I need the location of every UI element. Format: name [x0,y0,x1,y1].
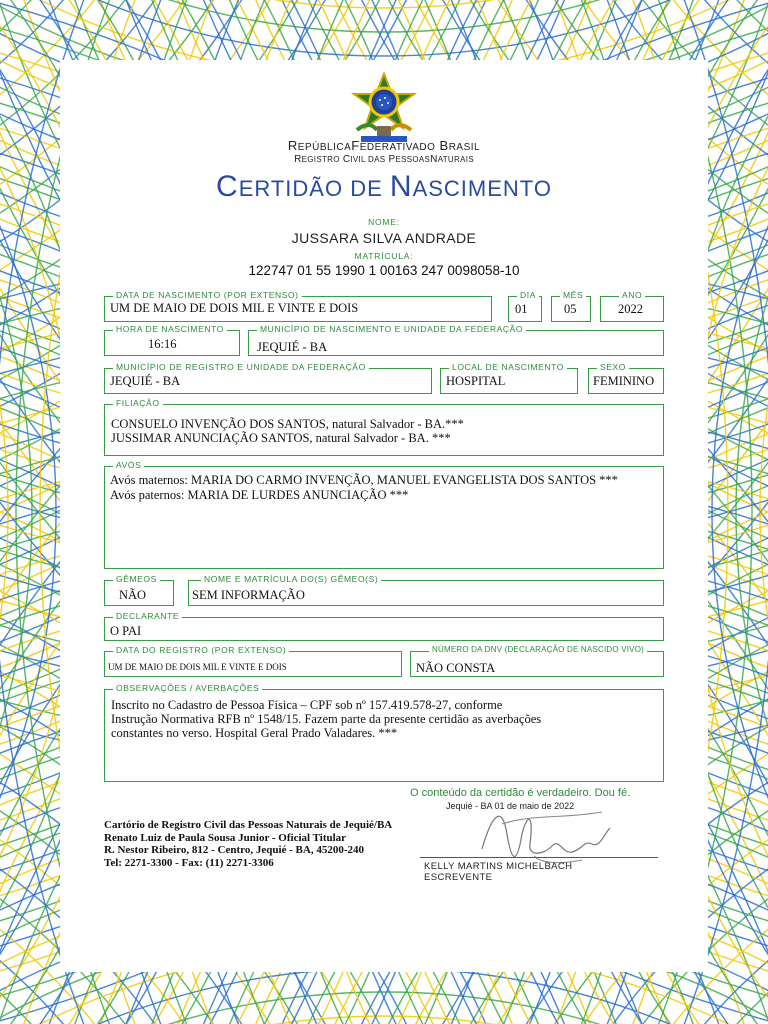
guilloche-curve [748,1004,768,1024]
twins-field [104,574,174,606]
declarant-label: DECLARANTE [113,610,182,622]
twins-name-field [188,574,664,606]
sex-label: SEXO [597,361,629,373]
birth-place-field [440,362,578,394]
registry-municipality-value: JEQUIÉ - BA [110,374,181,388]
guilloche-curve [748,0,768,20]
republic-heading: REPÚBLICAFEDERATIVADO BRASIL [287,138,481,153]
month-label: MÊS [560,289,586,301]
signatory-name: KELLY MARTINS MICHELBACH [424,861,573,872]
registry-municipality-label: MUNICÍPIO DE REGISTRO E UNIDADE DA FEDERAÇÃO [113,361,369,373]
day-field [508,290,542,322]
registry-municipality-field [104,362,432,394]
signatory-role: ESCREVENTE [424,872,493,883]
birth-time-value: 16:16 [148,337,177,351]
birth-date-extenso-field [104,290,492,322]
issue-place-date: Jequié - BA 01 de maio de 2022 [446,801,575,811]
observations-line-3: constantes no verso. Hospital Geral Prado Valadares. *** [111,726,398,740]
grandparents-label: AVÓS [113,459,144,471]
month-value: 05 [564,302,577,316]
twins-label: GÊMEOS [113,573,160,585]
mother-line: CONSUELO INVENÇÃO DOS SANTOS, natural Salvador - BA.*** [111,417,464,431]
certificate-sheet [60,60,708,972]
birth-date-extenso-value: UM DE MAIO DE DOIS MIL E VINTE E DOIS [110,301,359,315]
birth-municipality-field [248,324,664,356]
paternal-grandparents: Avós paternos: MARIA DE LURDES ANUNCIAÇÃO *** [110,488,409,502]
parents-field [104,398,664,456]
person-name: JUSSARA SILVA ANDRADE [291,230,477,246]
registry-officer: Renato Luiz de Paula Sousa Junior - Oficial Titular [104,831,347,844]
day-value: 01 [515,302,528,316]
registry-date-field [104,645,402,677]
signature-line [420,857,658,858]
observations-field [104,683,664,782]
matricula-number: 122747 01 55 1990 1 00163 247 0098058-10 [248,263,520,278]
birth-place-label: LOCAL DE NASCIMENTO [449,361,567,373]
declarant-value: O PAI [110,624,142,638]
year-value: 2022 [618,302,643,316]
registry-office-info [104,819,392,869]
dnv-field [410,645,664,677]
observations-line-2: Instrução Normativa RFB nº 1548/15. Fazem parte da presente certidão as averbações [111,712,542,726]
dnv-value: NÃO CONSTA [416,661,496,675]
parents-label: FILIAÇÃO [113,397,163,409]
document-title: CERTIDÃO DE NASCIMENTO [216,170,552,203]
coat-of-arms-emblem [347,72,421,146]
registry-address: R. Nestor Ribeiro, 812 - Centro, Jequié - BA, 45200-240 [104,844,365,856]
registry-phone: Tel: 2271-3300 - Fax: (11) 2271-3306 [104,856,274,869]
name-label: NOME: [368,217,400,227]
attestation-text: O conteúdo da certidão é verdadeiro. Dou fé. [410,787,631,799]
grandparents-field [104,460,664,569]
matricula-label: MATRÍCULA: [354,251,414,261]
dnv-label: NÚMERO DA DNV (DECLARAÇÃO DE NASCIDO VIVO) [429,644,647,656]
registry-office-name: Cartório de Registro Civil das Pessoas Naturais de Jequié/BA [104,819,393,831]
month-field [551,290,591,322]
observations-line-1: Inscrito no Cadastro de Pessoa Física – CPF sob nº 157.419.578-27, conforme [111,698,503,712]
registry-heading: REGISTRO CIVIL DAS PESSOASNATURAIS [294,154,474,165]
father-line: JUSSIMAR ANUNCIAÇÃO SANTOS, natural Salvador - BA. *** [111,431,451,445]
declarant-field [104,611,664,641]
twins-value: NÃO [119,588,147,602]
birth-time-field [104,324,240,356]
day-label: DIA [517,289,539,301]
twins-name-label: NOME E MATRÍCULA DO(S) GÊMEO(S) [201,573,381,585]
guilloche-curve [0,0,20,20]
year-label: ANO [619,289,645,301]
observations-label: OBSERVAÇÕES / AVERBAÇÕES [113,682,262,694]
registry-date-value: UM DE MAIO DE DOIS MIL E VINTE E DOIS [108,662,287,672]
birth-date-extenso-label: DATA DE NASCIMENTO (POR EXTENSO) [113,289,302,301]
sex-field [588,362,664,394]
birth-place-value: HOSPITAL [446,374,506,388]
birth-municipality-value: JEQUIÉ - BA [257,340,328,354]
sex-value: FEMININO [593,374,655,388]
guilloche-curve [0,1004,20,1024]
registry-date-label: DATA DO REGISTRO (POR EXTENSO) [113,644,289,656]
birth-time-label: HORA DE NASCIMENTO [113,323,227,335]
twins-name-value: SEM INFORMAÇÃO [192,588,305,602]
year-field [600,290,664,322]
birth-municipality-label: MUNICÍPIO DE NASCIMENTO E UNIDADE DA FEDERAÇÃO [257,323,526,335]
maternal-grandparents: Avós maternos: MARIA DO CARMO INVENÇÃO, MANUEL EVANGELISTA DOS SANTOS *** [110,473,618,487]
